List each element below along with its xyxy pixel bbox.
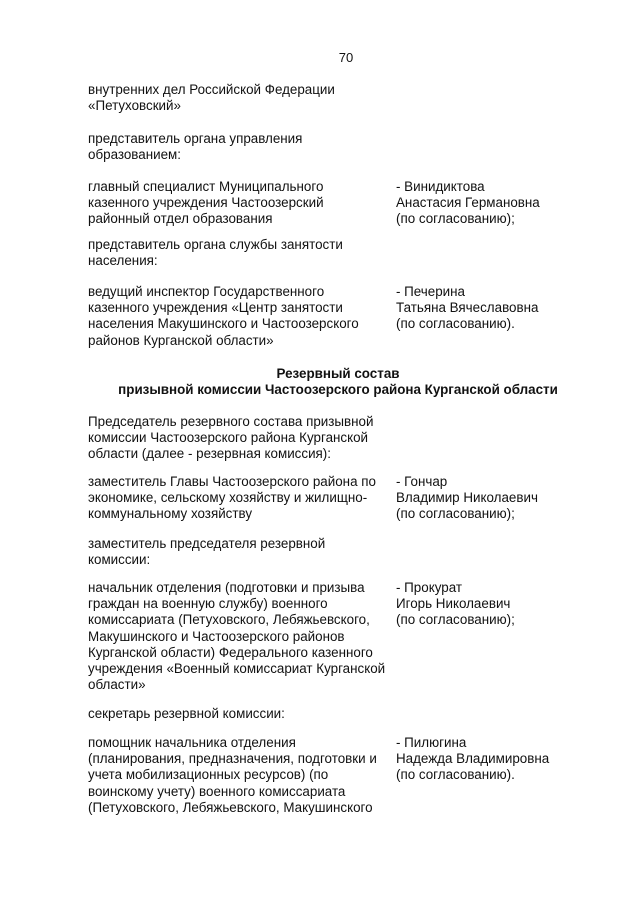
text-assistant-position: помощник начальника отделения (планирования, предназначения, подготовки и учета мобилизационных ресурсов) (по воинскому учету) военного комиссариата (Петуховского, Лебяжьевского, Макушинского	[88, 735, 377, 815]
text-assistant-member: - Пилюгина Надежда Владимировна (по согласованию).	[396, 735, 550, 783]
section-heading: Резервный состав призывной комиссии Частоозерского района Курганской области	[118, 366, 558, 398]
text-education-rep-label: представитель органа управления образованием:	[88, 131, 303, 163]
text-deputy-head-member: - Гончар Владимир Николаевич (по согласованию);	[396, 474, 538, 522]
text-commissariat-position: начальник отделения (подготовки и призыва граждан на военную службу) военного комиссариата (Петуховского, Лебяжьевского, Макушинского и Частоозерского районов Курганской области) Федерального казенного учреждения «Военный комиссариат Курганской области»	[88, 580, 386, 693]
text-employment-position: ведущий инспектор Государственного казенного учреждения «Центр занятости населения Макушинского и Частоозерского районов Курганской области»	[88, 284, 359, 348]
text-secretary-label: секретарь резервной комиссии:	[88, 706, 285, 721]
text-commissariat-member: - Прокурат Игорь Николаевич (по согласованию);	[396, 580, 515, 628]
text-education-member: - Винидиктова Анастасия Германовна (по согласованию);	[396, 179, 540, 227]
text-employment-rep-label: представитель органа службы занятости населения:	[88, 237, 343, 269]
page-number: 70	[338, 50, 354, 65]
text-deputy-chairman-label: заместитель председателя резервной комиссии:	[88, 536, 326, 568]
text-deputy-head-position: заместитель Главы Частоозерского района по экономике, сельскому хозяйству и жилищно- коммунальному хозяйству	[88, 474, 376, 522]
text-police-department: внутренних дел Российской Федерации «Петуховский»	[88, 82, 335, 114]
text-chairman-label: Председатель резервного состава призывной комиссии Частоозерского района Курганской области (далее - резервная комиссия):	[88, 414, 374, 462]
text-employment-member: - Печерина Татьяна Вячеславовна (по согласованию).	[396, 284, 539, 332]
text-education-position: главный специалист Муниципального казенного учреждения Частоозерский районный отдел образования	[88, 179, 324, 227]
